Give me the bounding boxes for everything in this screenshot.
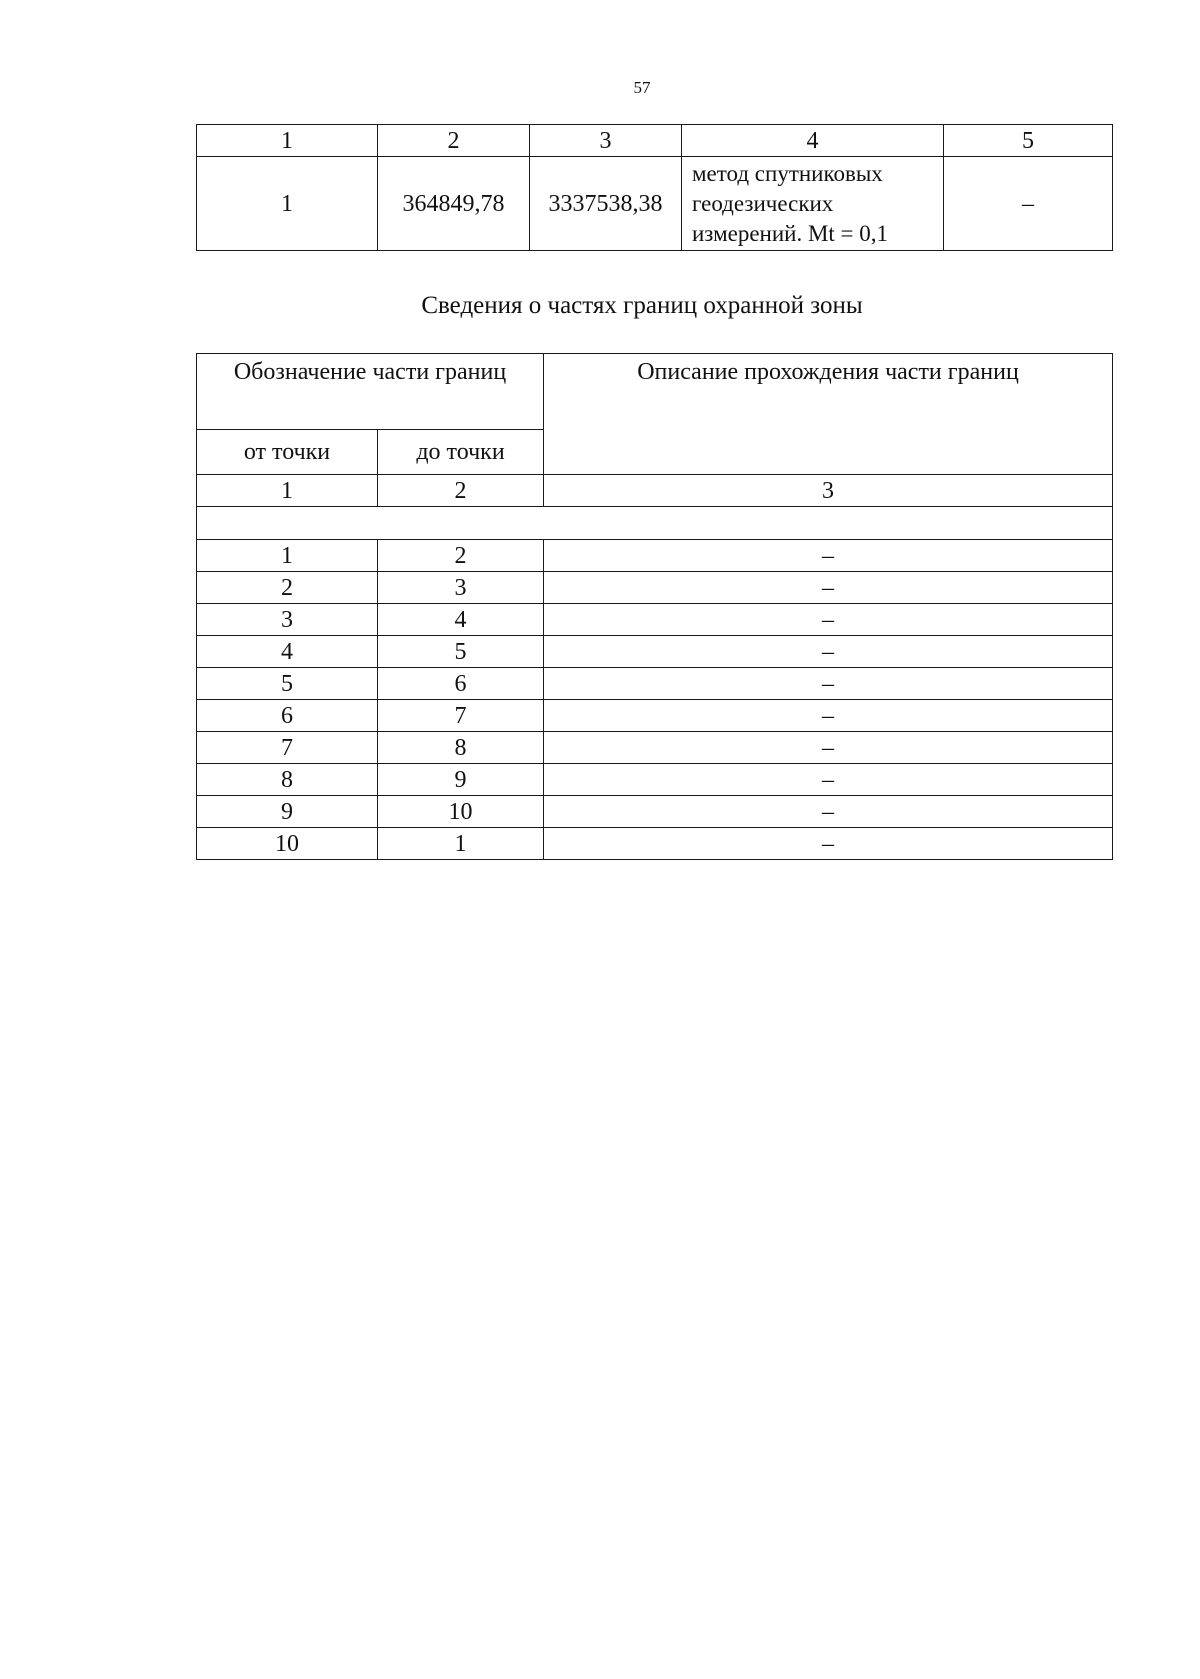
- table-header-row: [197, 125, 1113, 157]
- column-number: 5: [944, 125, 1113, 157]
- from-point: 7: [197, 732, 378, 764]
- from-point: 1: [197, 540, 378, 572]
- table-row: [197, 668, 1113, 700]
- column-number: 3: [544, 475, 1113, 507]
- to-point: 5: [378, 636, 544, 668]
- boundary-parts-table: [196, 353, 1113, 860]
- part-description: –: [544, 668, 1113, 700]
- from-point: 3: [197, 604, 378, 636]
- part-description: –: [544, 540, 1113, 572]
- part-description: –: [544, 604, 1113, 636]
- column-number: 4: [682, 125, 944, 157]
- section-title: Сведения о частях границ охранной зоны: [421, 292, 863, 319]
- table-row: [197, 604, 1113, 636]
- method-line: метод спутниковых: [692, 160, 883, 186]
- table-row: [197, 796, 1113, 828]
- to-point: 6: [378, 668, 544, 700]
- point-description: –: [944, 157, 1113, 251]
- from-point: 2: [197, 572, 378, 604]
- to-point: 10: [378, 796, 544, 828]
- from-point: 5: [197, 668, 378, 700]
- column-number: 1: [197, 475, 378, 507]
- column-number: 1: [197, 125, 378, 157]
- column-number: 2: [378, 125, 530, 157]
- method-description: [682, 157, 944, 251]
- part-description: –: [544, 572, 1113, 604]
- from-point: 10: [197, 828, 378, 860]
- header-part-description: Описание прохождения части границ: [544, 354, 1113, 475]
- header-from-point: от точки: [197, 430, 378, 475]
- table-row: [197, 636, 1113, 668]
- point-number: 1: [197, 157, 378, 251]
- header-to-point: до точки: [378, 430, 544, 475]
- empty-cell: [197, 507, 1113, 540]
- table-row: [197, 572, 1113, 604]
- part-description: –: [544, 732, 1113, 764]
- column-number: 3: [530, 125, 682, 157]
- empty-row: [197, 507, 1113, 540]
- header-part-designation: Обозначение части границ: [197, 354, 544, 430]
- to-point: 2: [378, 540, 544, 572]
- table-row: [197, 764, 1113, 796]
- from-point: 8: [197, 764, 378, 796]
- part-description: –: [544, 764, 1113, 796]
- to-point: 8: [378, 732, 544, 764]
- to-point: 4: [378, 604, 544, 636]
- table-row: [197, 157, 1113, 251]
- column-number: 2: [378, 475, 544, 507]
- table-row: [197, 700, 1113, 732]
- to-point: 1: [378, 828, 544, 860]
- part-description: –: [544, 700, 1113, 732]
- to-point: 7: [378, 700, 544, 732]
- method-line: геодезических: [692, 190, 834, 216]
- from-point: 9: [197, 796, 378, 828]
- to-point: 3: [378, 572, 544, 604]
- coordinate-y: 3337538,38: [530, 157, 682, 251]
- table-header-row: [197, 354, 1113, 430]
- method-line: измерений. Mt = 0,1: [692, 220, 889, 246]
- page-number: 57: [633, 78, 651, 97]
- part-description: –: [544, 828, 1113, 860]
- table-row: [197, 828, 1113, 860]
- to-point: 9: [378, 764, 544, 796]
- part-description: –: [544, 796, 1113, 828]
- coordinates-table: [196, 124, 1113, 251]
- table-row: [197, 540, 1113, 572]
- part-description: –: [544, 636, 1113, 668]
- table-row: [197, 732, 1113, 764]
- from-point: 6: [197, 700, 378, 732]
- from-point: 4: [197, 636, 378, 668]
- column-numbers-row: [197, 475, 1113, 507]
- coordinate-x: 364849,78: [378, 157, 530, 251]
